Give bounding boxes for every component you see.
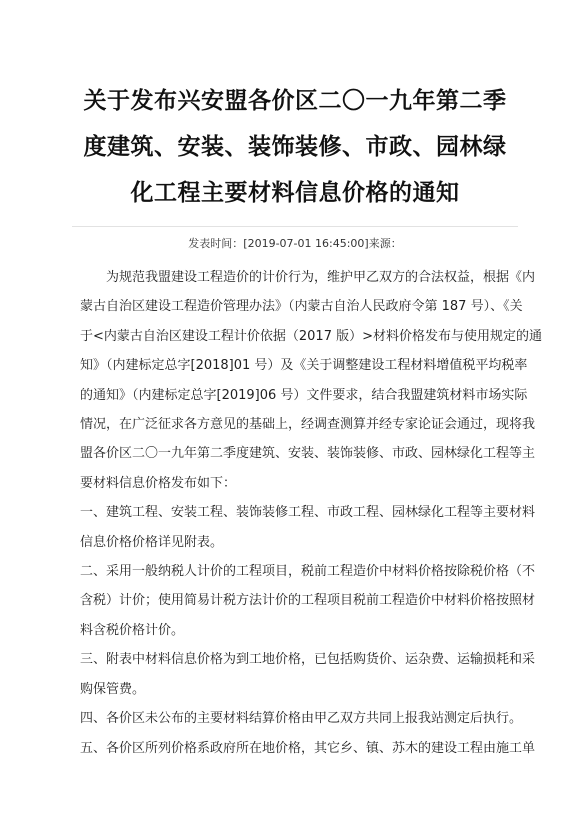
title-line: 关于发布兴安盟各价区二〇一九年第二季	[83, 88, 507, 114]
paragraph-intro	[80, 263, 543, 498]
text-line: 蒙古自治区建设工程造价管理办法》（内蒙古自治人民政府令第 187 号）、《关	[80, 299, 523, 315]
text-line: 为规范我盟建设工程造价的计价行为，维护甲乙双方的合法权益，根据《内	[106, 270, 536, 285]
text-line: 一、建筑工程、安装工程、装饰装修工程、市政工程、园林绿化工程等主要材料	[80, 505, 536, 521]
text-line: 含税）计价；使用简易计税方法计价的工程项目税前工程造价中材料价格按照材	[80, 593, 536, 609]
document-body	[80, 263, 543, 763]
publish-meta: 发表时间：[2019-07-01 16:45:00]来源：	[188, 237, 402, 250]
text-line: 五、各价区所列价格系政府所在地价格，其它乡、镇、苏木的建设工程由施工单	[80, 740, 536, 756]
text-line: 盟各价区二〇一九年第二季度建筑、安装、装饰装修、市政、园林绿化工程等主	[80, 446, 536, 462]
paragraph-item-3	[80, 645, 536, 704]
title-line: 度建筑、安装、装饰装修、市政、园林绿	[83, 134, 507, 160]
paragraph-item-1	[80, 498, 536, 557]
text-line: 料含税价格计价。	[80, 622, 185, 638]
text-line: 于<内蒙古自治区建设工程计价依据（2017 版）>材料价格发布与使用规定的通	[80, 328, 543, 344]
paragraph-item-4	[80, 704, 523, 733]
text-line: 情况，在广泛征求各方意见的基础上，经调查测算并经专家论证会通过，现将我	[80, 417, 536, 433]
text-line: 二、采用一般纳税人计价的工程项目，税前工程造价中材料价格按除税价格（不	[80, 564, 536, 580]
text-line: 知》（内建标定总字[2018]01 号）及《关于调整建设工程材料增值税平均税率	[80, 358, 528, 374]
document-title	[80, 78, 510, 216]
title-divider	[72, 226, 518, 227]
text-line: 的通知》（内建标定总字[2019]06 号）文件要求，结合我盟建筑材料市场实际	[80, 387, 528, 403]
paragraph-item-5	[80, 734, 536, 763]
text-line: 要材料信息价格发布如下：	[80, 475, 237, 491]
text-line: 三、附表中材料信息价格为到工地价格，已包括购货价、运杂费、运输损耗和采	[80, 652, 536, 668]
title-line: 化工程主要材料信息价格的通知	[130, 180, 460, 206]
text-line: 购保管费。	[80, 681, 146, 697]
text-line: 信息价格价格详见附表。	[80, 534, 224, 550]
text-line: 四、各价区未公布的主要材料结算价格由甲乙双方共同上报我站测定后执行。	[80, 711, 523, 727]
paragraph-item-2	[80, 557, 536, 645]
